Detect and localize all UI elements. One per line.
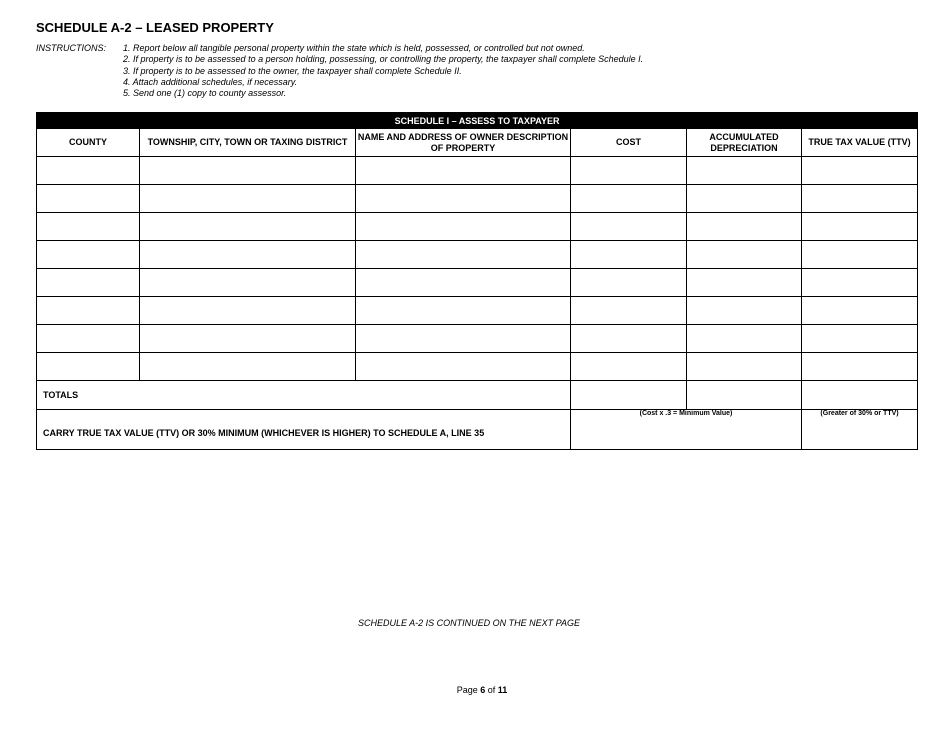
greater-value-note: (Greater of 30% or TTV) <box>820 410 899 417</box>
schedule-table <box>36 112 918 450</box>
schedule-banner: SCHEDULE I – ASSESS TO TAXPAYER <box>37 113 918 129</box>
ttv-field[interactable] <box>802 157 918 185</box>
depreciation-field[interactable] <box>687 241 802 269</box>
owner-description-field[interactable] <box>356 269 571 297</box>
cost-field[interactable] <box>571 241 687 269</box>
minimum-value-field[interactable] <box>571 410 802 450</box>
owner-description-field[interactable] <box>356 297 571 325</box>
instruction-item: 3. If property is to be assessed to the owner, the taxpayer shall complete Schedule II. <box>123 65 462 76</box>
depreciation-field[interactable] <box>687 353 802 381</box>
page-of: of <box>487 685 496 695</box>
totals-depreciation-field[interactable] <box>687 381 802 410</box>
instruction-item: 2. If property is to be assessed to a person holding, possessing, or controlling the property, the taxpayer shall complete Schedule I. <box>123 54 644 65</box>
ttv-field[interactable] <box>802 185 918 213</box>
table-row <box>37 297 918 325</box>
totals-label: TOTALS <box>37 381 571 410</box>
depreciation-field[interactable] <box>687 213 802 241</box>
greater-value-field[interactable] <box>802 410 918 450</box>
owner-description-field[interactable] <box>356 157 571 185</box>
owner-description-field[interactable] <box>356 185 571 213</box>
table-row <box>37 213 918 241</box>
county-field[interactable] <box>37 297 140 325</box>
table-row <box>37 353 918 381</box>
cost-field[interactable] <box>571 213 687 241</box>
district-field[interactable] <box>140 269 356 297</box>
district-field[interactable] <box>140 353 356 381</box>
table-row <box>37 269 918 297</box>
county-field[interactable] <box>37 353 140 381</box>
county-field[interactable] <box>37 185 140 213</box>
ttv-field[interactable] <box>802 297 918 325</box>
page-title: SCHEDULE A-2 – LEASED PROPERTY <box>36 20 274 35</box>
county-field[interactable] <box>37 325 140 353</box>
page-prefix: Page <box>456 685 478 695</box>
instruction-item: 1. Report below all tangible personal property within the state which is held, possessed, or controlled but not owned. <box>123 43 585 53</box>
owner-description-field[interactable] <box>356 353 571 381</box>
minimum-value-note: (Cost x .3 = Minimum Value) <box>639 410 733 417</box>
table-row <box>37 157 918 185</box>
page-total: 11 <box>497 685 508 695</box>
table-row <box>37 185 918 213</box>
schedule-rows <box>37 157 918 381</box>
column-header-district: TOWNSHIP, CITY, TOWN OR TAXING DISTRICT <box>140 129 356 157</box>
district-field[interactable] <box>140 185 356 213</box>
page-current: 6 <box>480 685 486 695</box>
depreciation-field[interactable] <box>687 157 802 185</box>
county-field[interactable] <box>37 213 140 241</box>
owner-description-field[interactable] <box>356 241 571 269</box>
totals-ttv-field[interactable] <box>802 381 918 410</box>
page-number <box>0 685 950 695</box>
column-header-ttv: TRUE TAX VALUE (TTV) <box>802 129 918 157</box>
county-field[interactable] <box>37 269 140 297</box>
ttv-field[interactable] <box>802 241 918 269</box>
depreciation-field[interactable] <box>687 269 802 297</box>
cost-field[interactable] <box>571 297 687 325</box>
district-field[interactable] <box>140 213 356 241</box>
column-header-county: COUNTY <box>37 129 140 157</box>
depreciation-field[interactable] <box>687 185 802 213</box>
instructions-label: INSTRUCTIONS: <box>36 43 107 53</box>
column-header-depreciation: ACCUMULATED DEPRECIATION <box>687 129 802 157</box>
county-field[interactable] <box>37 241 140 269</box>
cost-field[interactable] <box>571 157 687 185</box>
district-field[interactable] <box>140 297 356 325</box>
district-field[interactable] <box>140 325 356 353</box>
ttv-field[interactable] <box>802 269 918 297</box>
column-header-cost: COST <box>571 129 687 157</box>
depreciation-field[interactable] <box>687 297 802 325</box>
instructions-list <box>123 43 643 99</box>
table-row <box>37 325 918 353</box>
cost-field[interactable] <box>571 325 687 353</box>
district-field[interactable] <box>140 241 356 269</box>
ttv-field[interactable] <box>802 353 918 381</box>
continued-note: SCHEDULE A-2 IS CONTINUED ON THE NEXT PAGE <box>357 618 581 628</box>
table-row <box>37 241 918 269</box>
ttv-field[interactable] <box>802 213 918 241</box>
owner-description-field[interactable] <box>356 325 571 353</box>
owner-description-field[interactable] <box>356 213 571 241</box>
depreciation-field[interactable] <box>687 325 802 353</box>
cost-field[interactable] <box>571 185 687 213</box>
instruction-item: 5. Send one (1) copy to county assessor. <box>123 88 287 99</box>
cost-field[interactable] <box>571 269 687 297</box>
totals-cost-field[interactable] <box>571 381 687 410</box>
carry-instruction: CARRY TRUE TAX VALUE (TTV) OR 30% MINIMUM (WHICHEVER IS HIGHER) TO SCHEDULE A, LINE 35 <box>37 410 571 450</box>
instruction-item: 4. Attach additional schedules, if necessary. <box>123 76 298 87</box>
county-field[interactable] <box>37 157 140 185</box>
column-header-owner-description: NAME AND ADDRESS OF OWNER DESCRIPTION OF PROPERTY <box>356 129 571 157</box>
district-field[interactable] <box>140 157 356 185</box>
ttv-field[interactable] <box>802 325 918 353</box>
cost-field[interactable] <box>571 353 687 381</box>
